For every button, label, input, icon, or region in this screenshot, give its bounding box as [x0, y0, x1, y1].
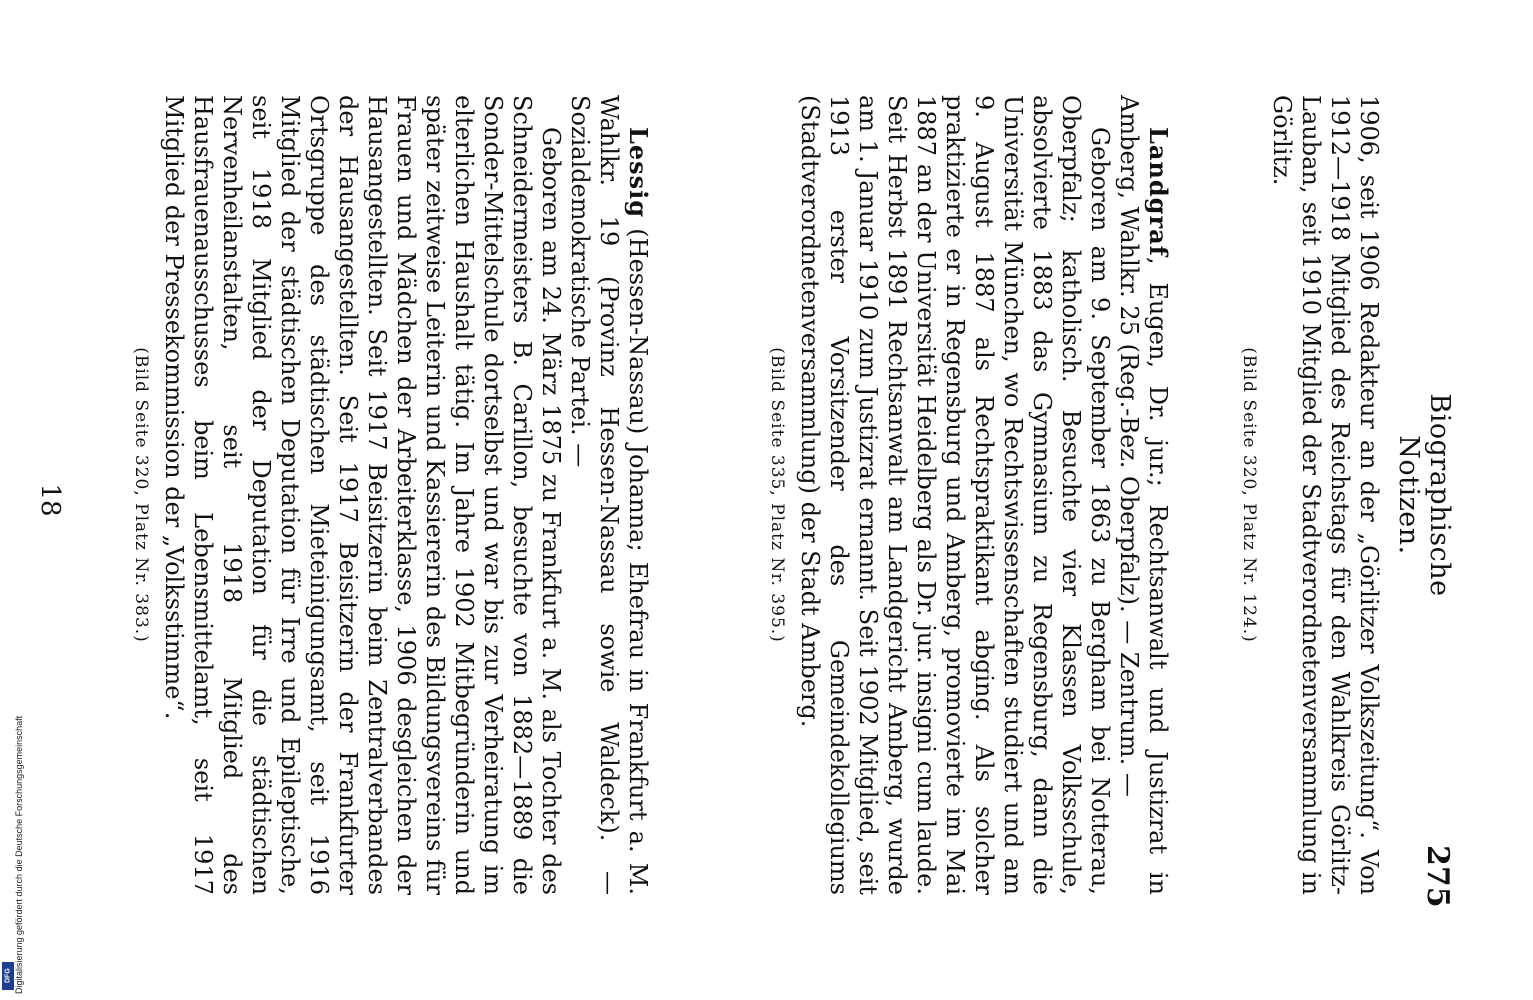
image-reference: (Bild Seite 335, Platz Nr. 395.) [767, 347, 787, 643]
dfg-logo-icon: DFG [2, 962, 14, 990]
entry-landgraf [762, 95, 1173, 895]
entry-paragraph: Geboren am 24. März 1875 zu Frankfurt a. M. als Tochter des Schneidermeisters B. Carillon, besuchte von 1882—1889 die Sonder-Mittelschule dortselbst und war bis zur Verheiratung im elterlichen Haushalt tätig. Im Jahre 1902 Mitbegründerin und später zeitweise Leiterin und Kassiererin des Bildungsvereins für Frauen und Mädchen der Arbeiterklasse, 1906 desgleichen der Hausangestellten. Seit 1917 Beisitzerin beim Zentralverbandes der Hausangestellten. Seit 1917 Beisitzerin der Frankfurter Ortsgruppe des städtischen Mieteinigungsamt, seit 1916 Mitglied der städtischen Deputation für Irre und Epileptische, seit 1918 Mitglied der Deputation für die städtischen Nervenheilanstalten, seit 1918 Mitglied des Hausfrauenausschusses beim Lebensmittelamt, seit 1917 Mitglied der Pressekommission der „Volksstimme“. [160, 95, 565, 895]
running-title: Biographische Notizen. [1393, 393, 1455, 597]
digitization-credit: Digitalisierung gefördert durch die Deutsche Forschungsgemeinschaft [14, 715, 24, 994]
entry-name: Lessig [624, 127, 653, 219]
image-reference: (Bild Seite 320, Platz Nr. 383.) [131, 347, 151, 643]
entry-name: Landgraf [1144, 127, 1173, 257]
entry-heading [1114, 95, 1173, 895]
page-number: 18 [35, 483, 65, 517]
entry-paragraph: 1906, seit 1906 Redakteur an der „Görlitzer Volkszeitung“. Von 1912—1918 Mitglied des Reichstags für den Wahlkreis Görlitz-Lauban, seit 1910 Mitglied der Stadtverordnetenversammlung in Görlitz. [1268, 95, 1383, 895]
digitization-credit-strip [0, 0, 24, 1000]
entry-heading-rest: (Hessen-Nassau) Johanna; Ehefrau in Frankfurt a. M. Wahlkr. 19 (Provinz Hessen-Nassau sowie Waldeck). — Sozialdemokratische Partei. — [566, 95, 652, 895]
entry-heading [565, 95, 653, 895]
image-reference: (Bild Seite 320, Platz Nr. 124.) [1239, 347, 1259, 643]
entry-paragraph: Geboren am 9. September 1863 zu Bergham bei Notterau, Oberpfalz; katholisch. Besuchte vier Klassen Volksschule, absolvierte 1883 das Gymnasium zu Regensburg, dann die Universität München, wo Rechtswissenschaften studiert und am 9. August 1887 als Rechtspraktikant abging. Als solcher praktizierte er in Regensburg und Amberg, promovierte im Mai 1887 an der Universität Heidelberg als Dr. jur. insigni cum laude. Seit Herbst 1891 Rechtsanwalt am Landgericht Amberg, wurde am 1. Januar 1910 zum Justizrat ernannt. Seit 1902 Mitglied, seit 1913 erster Vorsitzender des Gemeindekollegiums (Stadtverordnetenversammlung) der Stadt Amberg. [796, 95, 1114, 895]
entry-continuation [1234, 95, 1383, 895]
folio-number: 275 [1420, 845, 1455, 908]
entry-heading-rest: , Eugen, Dr. jur.; Rechtsanwalt und Justizrat in Amberg, Wahlkr. 25 (Reg.-Bez. Oberpfalz). — Zentrum. — [1115, 95, 1172, 895]
entry-lessig [126, 95, 653, 895]
